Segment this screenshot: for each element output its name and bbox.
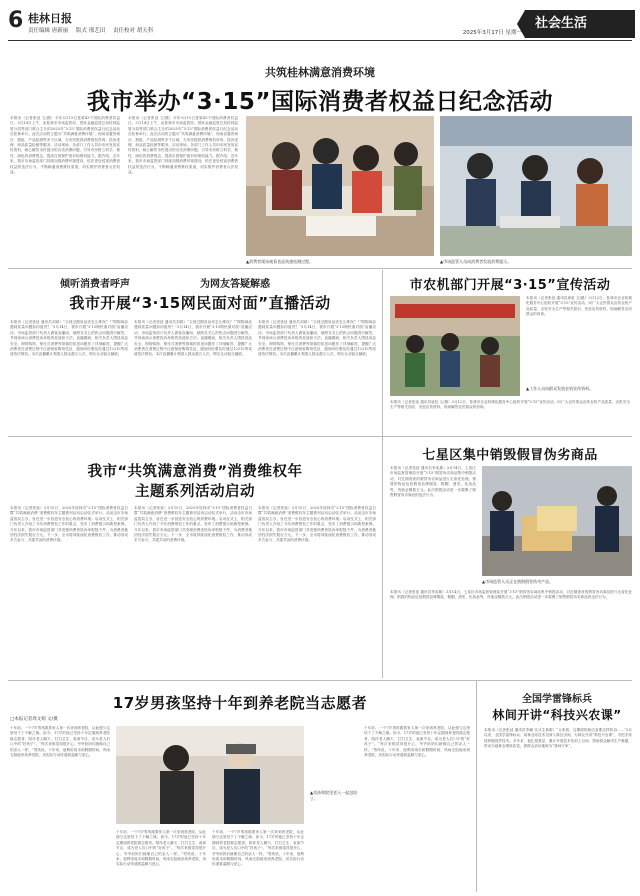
volunteer-byline: □本报记者周文娟 文/摄 xyxy=(10,717,58,722)
paper-name: 桂林日报 xyxy=(28,12,72,25)
rights-body-col2: 本报讯（记者张延）3月15日，2025年桂林市“3·15”国际消费者权益日暨“共筑满意消费”消费维权年主题系列活动启动仪式举行。活动由市市场监管局主办，旨在进一步营造安全放心的消费环境。启动仪式上，相关部门负责人介绍了今年消费维权工作的重点，发布了消费提示和典型案例。今年以来，我市市场监管部门共受理消费者投诉举报数千件，为消费者挽回经济损失数百万元。下一步，全市将持续深化消费维权工作，推动形成多方参与、共建共治的消费环境。 xyxy=(134,506,252,543)
section-tag: 社会生活 xyxy=(525,10,635,38)
lead-photo-staff xyxy=(440,116,632,256)
destroy-caption: ▲市场监管人员正在销毁假冒伪劣产品。 xyxy=(482,579,554,584)
page-number: 6 xyxy=(8,8,24,33)
staff-editor: 责任编辑 唐新丽 xyxy=(28,28,69,34)
bottom-divider xyxy=(8,680,632,681)
rights-body-col1: 本报讯（记者张延）3月15日，2025年桂林市“3·15”国际消费者权益日暨“共筑满意消费”消费维权年主题系列活动启动仪式举行。活动由市市场监管局主办，旨在进一步营造安全放心的消费环境。启动仪式上，相关部门负责人介绍了今年消费维权工作的重点，发布了消费提示和典型案例。今年以来，我市市场监管部门共受理消费者投诉举报数千件，为消费者挽回经济损失数百万元。下一步，全市将持续深化消费维权工作，推动形成多方参与、共建共治的消费环境。 xyxy=(10,506,128,543)
live-body-col3: 本报讯（记者张延 通讯员刘晨）“买到过期食品该怎么维权？”“网购商品遇到质量问题如何退货？”3月14日，我市开展“3·15网民面对面”直播活动，市场监管部门负责人做客直播间，就网友关心的热点问题进行解答，并现场演示消费投诉举报的渠道和方法。直播期间，相关负责人围绕食品安全、网络购物、预付式消费等领域的常见问题作了详细解答，提醒广大消费者在消费过程中注意保留购物凭证，遇到纠纷要及时通过12315等渠道依法维权。本次直播累计观看人数达数万人次，网友互动留言踊跃。 xyxy=(258,320,376,357)
rights-headline-line1: 我市“共筑满意消费”消费维权年 xyxy=(87,464,303,480)
masthead-rule xyxy=(8,40,632,41)
live-kicker-b: 为网友答疑解惑 xyxy=(200,279,270,290)
issue-date: 2025年3月17日 星期一 xyxy=(462,30,522,36)
volunteer-body-col2: 十年前，一个7岁男孩跟着家人第一次来到养老院，从此便与这里结下了不解之缘。如今，17岁的他已坚持十年定期到养老院做志愿者，陪伴老人聊天、打扫卫生、表演节目，成为老人们口中的“好孩子”。“每次来都觉得很开心，爷爷奶奶们就像自己的亲人一样。”男孩说，十年来，他利用周末和假期时间，风雨无阻地来到养老院，用实际行动传递着温暖与爱心。 xyxy=(116,830,206,867)
staff-line xyxy=(28,26,159,34)
agri-body-cont: 本报讯（记者张延 通讯员唐虹 文/摄）3月12日，桂林市农业机械化服务中心组织开展“3·15”宣传活动，向广大农民群众宣传农机产品质量、农机安全生产等相关知识，发放宣传资料，现场解答农民群众的咨询。 xyxy=(390,400,630,410)
column-divider-bottom xyxy=(476,680,477,892)
destroy-photo xyxy=(482,466,632,576)
agri-caption: ▲工作人员向群众发放农机宣传资料。 xyxy=(526,386,594,391)
lead-caption-left: ▲消费者现场观看食品快速检测过程。 xyxy=(246,259,314,264)
lead-body-col2: 本报讯（记者张延 文/摄）今年3月15日是第43个国际消费者权益日。3月14日上午，由桂林市市场监管局、国家金融监管总局桂林监管分局等部门联合主办的2025年“3·15”国际消费者权益日纪念活动在桂林举行。此次活动的主题为“共筑满意消费环境”，现场设置咨询台、展板、产品检测等多个区域，为市民提供消费维权咨询、投诉受理、商品质量检测等服务。活动现场，各部门工作人员向市民发放宣传资料，耐心解答市民提出的各类消费问题，引导市民树立科学、理性、绿色的消费观念，提高自我保护意识和维权能力。据介绍，近年来，我市市场监管部门持续加强消费环境建设，依法查处侵害消费者权益的违法行为，不断畅通消费维权渠道，切实维护消费者合法权益。 xyxy=(128,116,238,175)
live-body-col1: 本报讯（记者张延 通讯员刘晨）“买到过期食品该怎么维权？”“网购商品遇到质量问题如何退货？”3月14日，我市开展“3·15网民面对面”直播活动，市场监管部门负责人做客直播间，就网友关心的热点问题进行解答，并现场演示消费投诉举报的渠道和方法。直播期间，相关负责人围绕食品安全、网络购物、预付式消费等领域的常见问题作了详细解答，提醒广大消费者在消费过程中注意保留购物凭证，遇到纠纷要及时通过12315等渠道依法维权。本次直播累计观看人数达数万人次，网友互动留言踊跃。 xyxy=(10,320,128,357)
volunteer-photo xyxy=(116,726,304,824)
lead-body-col1: 本报讯（记者张延 文/摄）今年3月15日是第43个国际消费者权益日。3月14日上午，由桂林市市场监管局、国家金融监管总局桂林监管分局等部门联合主办的2025年“3·15”国际消费者权益日纪念活动在桂林举行。此次活动的主题为“共筑满意消费环境”，现场设置咨询台、展板、产品检测等多个区域，为市民提供消费维权咨询、投诉受理、商品质量检测等服务。活动现场，各部门工作人员向市民发放宣传资料，耐心解答市民提出的各类消费问题，引导市民树立科学、理性、绿色的消费观念，提高自我保护意识和维权能力。据介绍，近年来，我市市场监管部门持续加强消费环境建设，依法查处侵害消费者权益的违法行为，不断畅通消费维权渠道，切实维护消费者合法权益。 xyxy=(10,116,120,175)
volunteer-body-col4: 十年前，一个7岁男孩跟着家人第一次来到养老院，从此便与这里结下了不解之缘。如今，17岁的他已坚持十年定期到养老院做志愿者，陪伴老人聊天、打扫卫生、表演节目，成为老人们口中的“好孩子”。“每次来都觉得很开心，爷爷奶奶们就像自己的亲人一样。”男孩说，十年来，他利用周末和假期时间，风雨无阻地来到养老院，用实际行动传递着温暖与爱心。 xyxy=(364,726,470,758)
agri-photo xyxy=(390,296,520,396)
rights-headline-line2: 主题系列活动启动 xyxy=(135,484,255,500)
volunteer-body-col1: 十年前，一个7岁男孩跟着家人第一次来到养老院，从此便与这里结下了不解之缘。如今，17岁的他已坚持十年定期到养老院做志愿者，陪伴老人聊天、打扫卫生、表演节目，成为老人们口中的“好孩子”。“每次来都觉得很开心，爷爷奶奶们就像自己的亲人一样。”男孩说，十年来，他利用周末和假期时间，风雨无阻地来到养老院，用实际行动传递着温暖与爱心。 xyxy=(10,726,110,758)
tech-kicker: 全国学雷锋标兵 xyxy=(522,694,592,705)
destroy-body-col2: 本报讯（记者张延 通讯员李兆雄）3月14日，七星区市场监督管理局开展“3·15”假冒伪劣商品集中销毁活动，对近期查获的假冒伪劣商品进行无害化处理。销毁的物品包括假冒品牌服装、鞋帽、酒类、化妆品等，货值金额数万元。此次销毁活动进一步震慑了制售假冒伪劣商品的违法行为。 xyxy=(390,590,632,600)
lead-headline: 我市举办“3·15”国际消费者权益日纪念活动 xyxy=(87,89,553,115)
destroy-body-col1: 本报讯（记者张延 通讯员李兆雄）3月14日，七星区市场监督管理局开展“3·15”假冒伪劣商品集中销毁活动，对近期查获的假冒伪劣商品进行无害化处理。销毁的物品包括假冒品牌服装、鞋帽、酒类、化妆品等，货值金额数万元。此次销毁活动进一步震慑了制售假冒伪劣商品的违法行为。 xyxy=(390,466,476,498)
volunteer-body-col3: 十年前，一个7岁男孩跟着家人第一次来到养老院，从此便与这里结下了不解之缘。如今，17岁的他已坚持十年定期到养老院做志愿者，陪伴老人聊天、打扫卫生、表演节目，成为老人们口中的“好孩子”。“每次来都觉得很开心，爷爷奶奶们就像自己的亲人一样。”男孩说，十年来，他利用周末和假期时间，风雨无阻地来到养老院，用实际行动传递着温暖与爱心。 xyxy=(212,830,304,867)
volunteer-headline: 17岁男孩坚持十年到养老院当志愿者 xyxy=(112,694,368,712)
column-divider-middle xyxy=(382,436,383,678)
live-kicker-a: 倾听消费者呼声 xyxy=(60,279,130,290)
middle-divider xyxy=(8,436,632,437)
live-headline: 我市开展“3·15网民面对面”直播活动 xyxy=(69,294,331,312)
volunteer-caption: ▲男孩和院里老人一起包饺子。 xyxy=(310,790,358,801)
rights-body-col3: 本报讯（记者张延）3月15日，2025年桂林市“3·15”国际消费者权益日暨“共筑满意消费”消费维权年主题系列活动启动仪式举行。活动由市市场监管局主办，旨在进一步营造安全放心的消费环境。启动仪式上，相关部门负责人介绍了今年消费维权工作的重点，发布了消费提示和典型案例。今年以来，我市市场监管部门共受理消费者投诉举报数千件，为消费者挽回经济损失数百万元。下一步，全市将持续深化消费维权工作，推动形成多方参与、共建共治的消费环境。 xyxy=(258,506,376,543)
lead-kicker: 共筑桂林满意消费环境 xyxy=(265,66,375,79)
lead-photo-consumers xyxy=(246,116,434,256)
column-divider-top xyxy=(382,270,383,436)
tech-headline: 林间开讲“科技兴农课” xyxy=(492,708,622,722)
agri-body: 本报讯（记者张延 通讯员唐虹 文/摄）3月12日，桂林市农业机械化服务中心组织开展“3·15”宣传活动，向广大农民群众宣传农机产品质量、农机安全生产等相关知识，发放宣传资料，现场解答农民群众的咨询。 xyxy=(526,296,632,317)
lead-caption-right: ▲市场监管人员向消费者发放消费提示。 xyxy=(440,259,512,264)
agri-headline: 市农机部门开展“3·15”宣传活动 xyxy=(409,278,611,293)
live-body-col2: 本报讯（记者张延 通讯员刘晨）“买到过期食品该怎么维权？”“网购商品遇到质量问题如何退货？”3月14日，我市开展“3·15网民面对面”直播活动，市场监管部门负责人做客直播间，就网友关心的热点问题进行解答，并现场演示消费投诉举报的渠道和方法。直播期间，相关负责人围绕食品安全、网络购物、预付式消费等领域的常见问题作了详细解答，提醒广大消费者在消费过程中注意保留购物凭证，遇到纠纷要及时通过12315等渠道依法维权。本次直播累计观看人数达数万人次，网友互动留言踊跃。 xyxy=(134,320,252,357)
destroy-headline: 七星区集中销毁假冒伪劣商品 xyxy=(422,448,598,463)
staff-proof: 责任校对 胡天科 xyxy=(113,28,154,34)
lead-divider xyxy=(8,268,632,269)
staff-layout: 版式 邢艺田 xyxy=(76,28,106,34)
tech-body: 本报讯（记者张延 通讯员李鹏 实习生黄明）“大家看，这棵树的病虫害要这样防治……”3月以来，全国学雷锋标兵、某林业站技术员深入林区田间，为林农开讲“科技兴农课”，手把手传授种植管护技术。多年来，他扎根基层，累计开展技术培训上百场，帮助群众解决生产难题，带动当地林农增收致富，被群众亲切地称为“林间专家”。 xyxy=(484,728,632,749)
